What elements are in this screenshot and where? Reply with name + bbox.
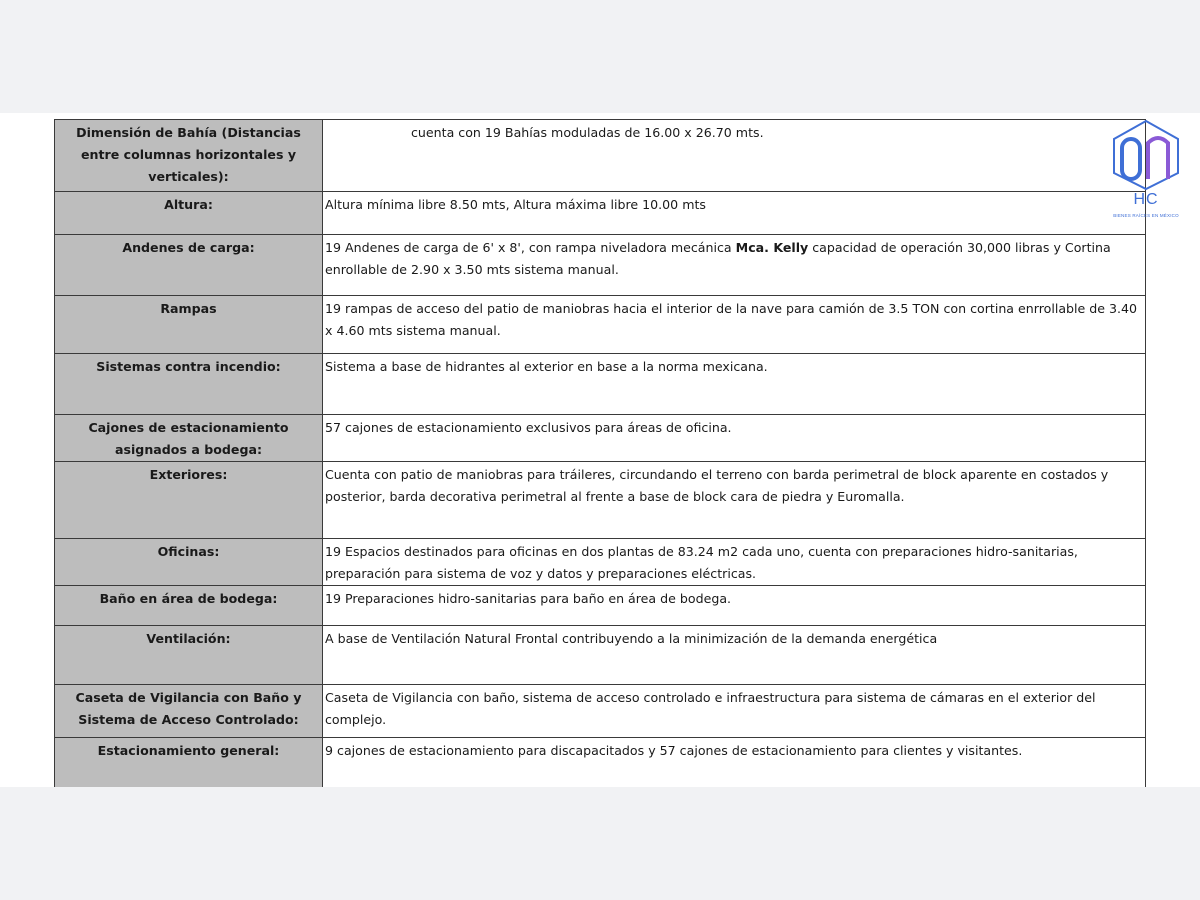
- table-row: [55, 586, 1146, 626]
- row-label-bano-bodega: Baño en área de bodega:: [55, 586, 323, 626]
- table-row: [55, 685, 1146, 738]
- row-value-oficinas: 19 Espacios destinados para oficinas en dos plantas de 83.24 m2 cada uno, cuenta con preparaciones hidro-sanitarias, preparación para sistema de voz y datos y preparaciones eléctricas.: [323, 539, 1146, 586]
- andenes-text-start: 19 Andenes de carga de 6' x 8', con rampa niveladora mecánica: [325, 240, 736, 255]
- table-row: [55, 235, 1146, 296]
- table-row: [55, 539, 1146, 586]
- row-label-ventilacion: Ventilación:: [55, 626, 323, 685]
- row-label-oficinas: Oficinas:: [55, 539, 323, 586]
- hc-logo-icon: [1108, 117, 1184, 191]
- company-logo: [1108, 117, 1184, 225]
- table-row: [55, 354, 1146, 415]
- row-value-exteriores: Cuenta con patio de maniobras para tráileres, circundando el terreno con barda perimetral de block aparente en costados y posterior, barda decorativa perimetral al frente a base de block cara de piedra y Euromalla.: [323, 462, 1146, 539]
- row-value-cajones-bodega: 57 cajones de estacionamiento exclusivos para áreas de oficina.: [323, 415, 1146, 462]
- spec-sheet-image: [0, 113, 1200, 787]
- row-value-caseta-vigilancia: Caseta de Vigilancia con baño, sistema de acceso controlado e infraestructura para sistema de cámaras en el exterior del complejo.: [323, 685, 1146, 738]
- specifications-table: [54, 119, 1146, 787]
- andenes-brand: Mca. Kelly: [735, 240, 809, 255]
- row-label-altura: Altura:: [55, 192, 323, 235]
- row-label-caseta-vigilancia: Caseta de Vigilancia con Baño y Sistema de Acceso Controlado:: [55, 685, 323, 738]
- row-value-sistemas-incendio: Sistema a base de hidrantes al exterior en base a la norma mexicana.: [323, 354, 1146, 415]
- row-label-exteriores: Exteriores:: [55, 462, 323, 539]
- row-label-sistemas-incendio: Sistemas contra incendio:: [55, 354, 323, 415]
- row-label-cajones-bodega: Cajones de estacionamiento asignados a bodega:: [55, 415, 323, 462]
- row-label-andenes: Andenes de carga:: [55, 235, 323, 296]
- logo-tagline: BIENES RAÍCES EN MÉXICO: [1113, 213, 1179, 218]
- table-row: [55, 738, 1146, 788]
- table-row: [55, 192, 1146, 235]
- row-value-dimension-bahia: cuenta con 19 Bahías moduladas de 16.00 x 26.70 mts.: [323, 120, 1146, 192]
- row-label-rampas: Rampas: [55, 296, 323, 354]
- table-row: [55, 296, 1146, 354]
- row-value-rampas: 19 rampas de acceso del patio de maniobras hacia el interior de la nave para camión de 3.5 TON con cortina enrrollable de 3.40 x 4.60 mts sistema manual.: [323, 296, 1146, 354]
- table-row: [55, 462, 1146, 539]
- row-label-dimension-bahia: Dimensión de Bahía (Distancias entre columnas horizontales y verticales):: [55, 120, 323, 192]
- table-row: [55, 415, 1146, 462]
- row-value-estacionamiento-general: 9 cajones de estacionamiento para discapacitados y 57 cajones de estacionamiento para clientes y visitantes.: [323, 738, 1146, 788]
- row-label-estacionamiento-general: Estacionamiento general:: [55, 738, 323, 788]
- row-value-ventilacion: A base de Ventilación Natural Frontal contribuyendo a la minimización de la demanda energética: [323, 626, 1146, 685]
- table-row: [55, 120, 1146, 192]
- row-value-bano-bodega: 19 Preparaciones hidro-sanitarias para baño en área de bodega.: [323, 586, 1146, 626]
- andenes-text-end: capacidad de operación 30,000 libras y Cortina enrollable de 2.90 x 3.50 mts sistema manual.: [325, 240, 1111, 277]
- row-value-altura: Altura mínima libre 8.50 mts, Altura máxima libre 10.00 mts: [323, 192, 1146, 235]
- table-row: [55, 626, 1146, 685]
- row-value-andenes: [323, 235, 1146, 296]
- logo-mark-text: HC: [1133, 191, 1159, 208]
